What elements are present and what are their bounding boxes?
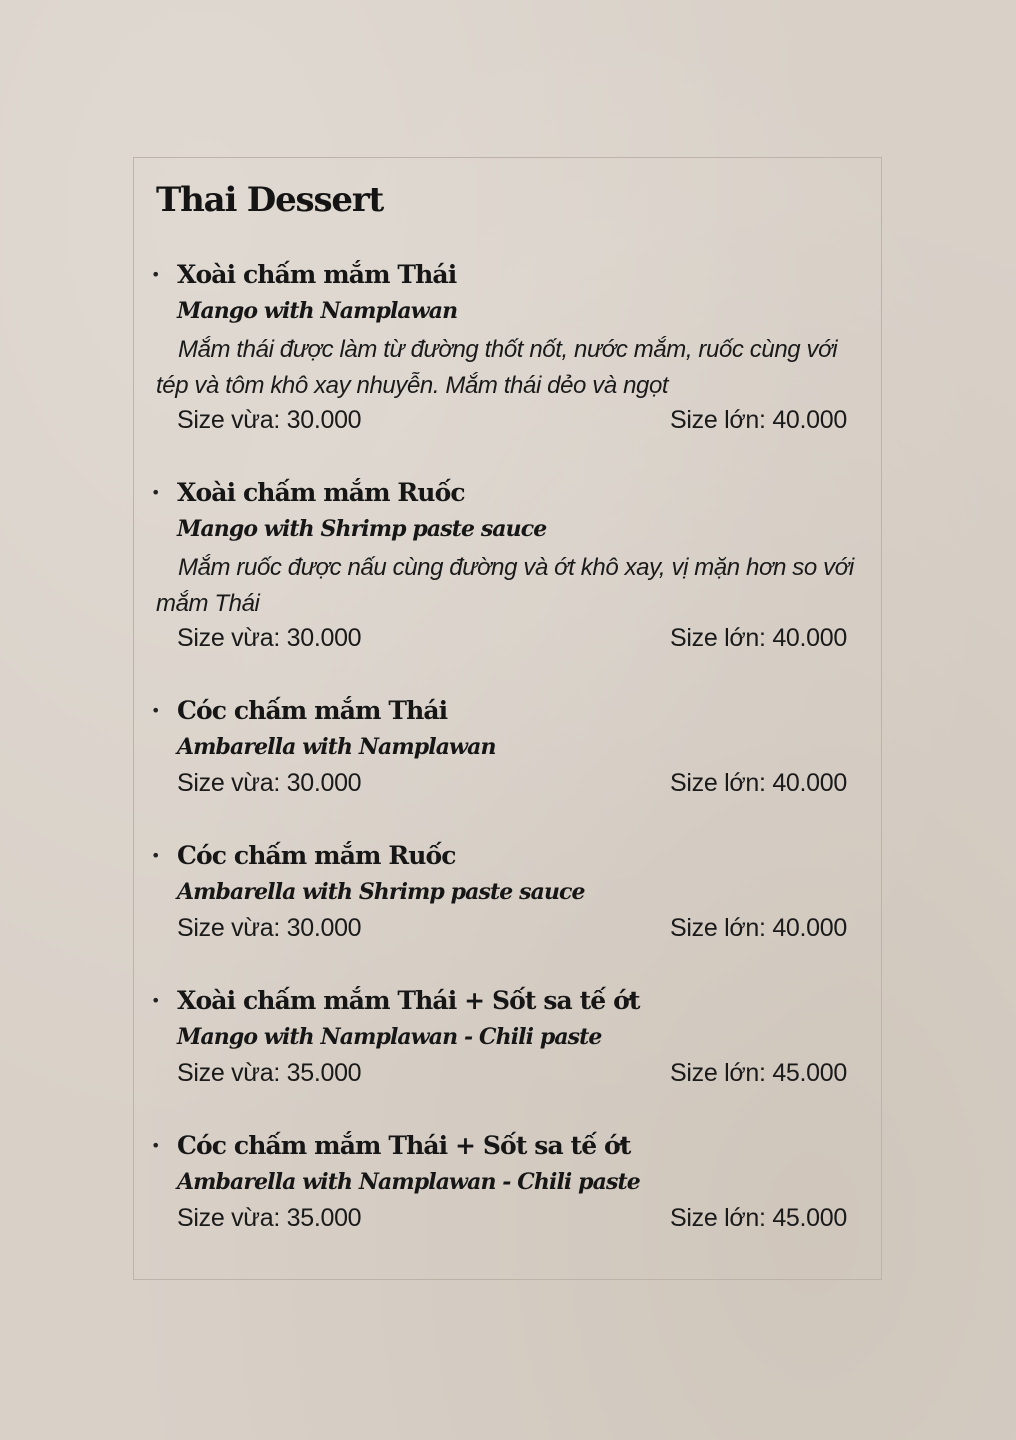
- item-en-name: Mango with Shrimp paste sauce: [177, 516, 547, 542]
- item-vn-name: Xoài chấm mắm Thái + Sốt sa tế ớt: [177, 986, 640, 1015]
- price-medium: Size vừa: 30.000: [177, 914, 362, 942]
- menu-title: Thai Dessert: [156, 180, 384, 220]
- item-description: Mắm ruốc được nấu cùng đường và ớt khô xay, vị mặn hơn so với mắm Thái: [156, 554, 854, 617]
- bullet-icon: •: [151, 483, 161, 502]
- item-vn-name: Cóc chấm mắm Ruốc: [177, 841, 456, 870]
- item-vn-name: Cóc chấm mắm Thái + Sốt sa tế ớt: [177, 1131, 631, 1160]
- item-vn-name: Xoài chấm mắm Thái: [177, 260, 457, 289]
- item-description: Mắm thái được làm từ đường thốt nốt, nước mắm, ruốc cùng với tép và tôm khô xay nhuyễn. Mắm thái dẻo và ngọt: [156, 336, 838, 399]
- price-medium: Size vừa: 30.000: [177, 406, 362, 434]
- item-en-name: Ambarella with Namplawan: [177, 734, 496, 760]
- item-en-name: Ambarella with Shrimp paste sauce: [177, 879, 585, 905]
- item-vn-name: Xoài chấm mắm Ruốc: [177, 478, 465, 507]
- price-medium: Size vừa: 30.000: [177, 624, 362, 652]
- price-large: Size lớn: 45.000: [670, 1204, 847, 1232]
- price-large: Size lớn: 40.000: [670, 624, 847, 652]
- item-en-name: Mango with Namplawan - Chili paste: [177, 1024, 602, 1050]
- item-en-name: Ambarella with Namplawan - Chili paste: [177, 1169, 640, 1195]
- bullet-icon: •: [151, 701, 161, 720]
- price-large: Size lớn: 40.000: [670, 914, 847, 942]
- bullet-icon: •: [151, 846, 161, 865]
- price-medium: Size vừa: 35.000: [177, 1059, 362, 1087]
- item-en-name: Mango with Namplawan: [177, 298, 458, 324]
- price-large: Size lớn: 45.000: [670, 1059, 847, 1087]
- bullet-icon: •: [151, 1136, 161, 1155]
- bullet-icon: •: [151, 991, 161, 1010]
- price-medium: Size vừa: 30.000: [177, 769, 362, 797]
- price-large: Size lớn: 40.000: [670, 406, 847, 434]
- price-medium: Size vừa: 35.000: [177, 1204, 362, 1232]
- price-large: Size lớn: 40.000: [670, 769, 847, 797]
- item-vn-name: Cóc chấm mắm Thái: [177, 696, 448, 725]
- bullet-icon: •: [151, 265, 161, 284]
